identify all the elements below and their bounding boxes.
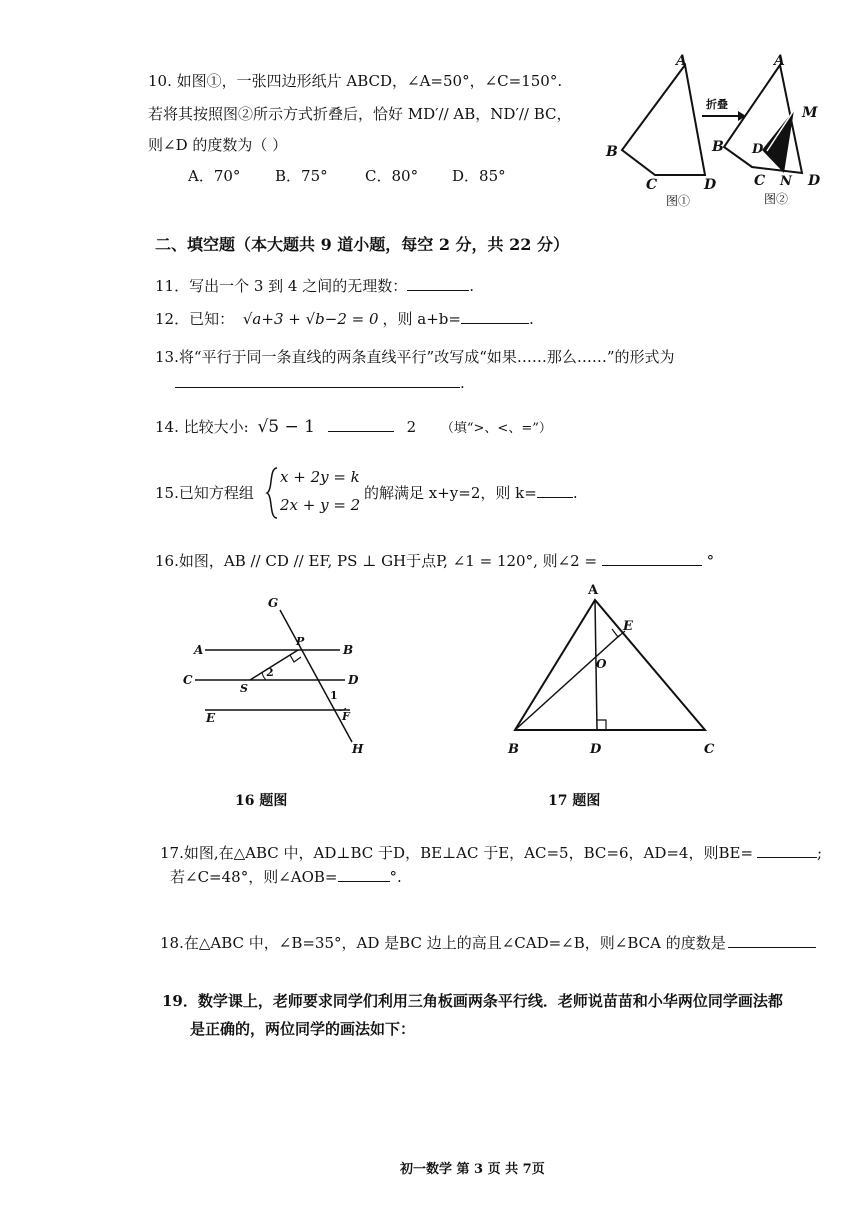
q13-line2: [175, 374, 465, 392]
q13-answer-blank[interactable]: [175, 386, 460, 388]
q12-equation: √a+3 + √b−2 = 0: [242, 310, 379, 328]
q15-brace-icon: [265, 466, 279, 520]
q10-line1: 10. 如图①，一张四边形纸片 ABCD，∠A=50°，∠C=150°.: [148, 72, 563, 90]
q16-answer-blank[interactable]: [602, 564, 702, 566]
q10-option-b: B．75°: [275, 167, 328, 185]
fig2-label-d: D: [808, 173, 821, 189]
q15-end: .: [572, 484, 578, 502]
fig16-angle-1: 1: [330, 689, 338, 702]
fig1-label-d: D: [704, 177, 717, 193]
fig17-label-e: E: [623, 619, 633, 634]
q15-eq1: x + 2y = k: [280, 468, 360, 486]
q14-answer-blank[interactable]: [328, 430, 394, 432]
q18: [160, 932, 816, 953]
fig2-label-c: C: [754, 173, 766, 189]
page-footer: 初一数学 第 3 页 共 7页: [400, 1162, 545, 1177]
q10-line2: 若将其按照图②所示方式折叠后，恰好 MD′// AB，ND′// BC，: [148, 105, 572, 123]
q14-prefix: 14. 比较大小:: [155, 418, 249, 436]
q19-line1: 19．数学课上，老师要求同学们利用三角板画两条平行线．老师说苗苗和小华两位同学画法都: [162, 992, 783, 1010]
fig17-caption: 17 题图: [548, 793, 601, 809]
q10-option-d: D．85°: [452, 167, 506, 185]
q15-answer-blank[interactable]: [537, 496, 573, 498]
q17-aob-blank[interactable]: [338, 880, 390, 882]
fold-arrow-label: 折叠: [706, 98, 728, 111]
q18-answer-blank[interactable]: [728, 946, 816, 948]
q11-end: .: [469, 277, 475, 295]
q10-option-c: C．80°: [365, 167, 419, 185]
q12-mid: ，则 a+b=: [382, 310, 461, 328]
fig2-label-d-prime: D: [752, 142, 764, 157]
q14-hint: （填“>、<、=”）: [440, 421, 552, 436]
fig17-label-o: O: [596, 657, 607, 671]
q12-prefix: 12．已知：: [155, 310, 235, 328]
fig1-label-a: A: [676, 53, 687, 69]
fig16-label-f: F: [342, 710, 350, 723]
q19-line2: 是正确的，两位同学的画法如下：: [190, 1020, 416, 1038]
fig16-label-p: P: [296, 635, 305, 648]
q15-prefix: 15.已知方程组: [155, 484, 254, 502]
fig2-label-b: B: [712, 139, 724, 155]
fig17-label-b: B: [508, 742, 519, 757]
fig2-caption: 图②: [764, 192, 789, 206]
fig1-label-b: B: [606, 144, 618, 160]
q15-mid: 的解满足 x+y=2，则 k=: [364, 484, 537, 502]
fig16-label-c: C: [183, 673, 193, 687]
q17-line1-end: ;: [817, 844, 823, 862]
q14-rhs: 2: [406, 418, 417, 436]
fig2-label-m: M: [802, 105, 818, 121]
q12: [155, 308, 534, 329]
fig1-label-c: C: [646, 177, 658, 193]
q17-line1: [160, 842, 822, 863]
figure-17: [500, 580, 730, 770]
q17-line1-text: 17.如图,在△ABC 中，AD⊥BC 于D，BE⊥AC 于E，AC=5，BC=6，AD=4，则BE=: [160, 844, 754, 862]
fig16-label-h: H: [352, 742, 364, 756]
q12-answer-blank[interactable]: [461, 322, 529, 324]
fig16-label-d: D: [348, 673, 359, 687]
q16-end: °: [706, 552, 715, 570]
q13-end: .: [460, 374, 465, 392]
q17-line2-text: 若∠C=48°，则∠AOB=: [170, 868, 338, 886]
q14-expression: √5 − 1: [257, 417, 315, 437]
fig2-label-a: A: [774, 53, 785, 69]
figure-16: [180, 590, 380, 765]
q17-be-blank[interactable]: [757, 856, 817, 858]
q12-end: .: [528, 310, 534, 328]
fig16-angle-2: 2: [266, 666, 274, 679]
q10-figure-2: [712, 55, 832, 215]
q15-eq2: 2x + y = 2: [280, 496, 361, 514]
q11-answer-blank[interactable]: [407, 289, 469, 291]
q17-line2: [170, 866, 402, 887]
q10-option-a: A．70°: [188, 167, 241, 185]
q16: [155, 550, 714, 571]
q11: [155, 275, 474, 296]
q14: [155, 416, 552, 437]
q13-line1: 13.将“平行于同一条直线的两条直线平行”改写成“如果……那么……”的形式为: [155, 348, 675, 366]
section-2-title: 二、填空题（本大题共 9 道小题，每空 2 分，共 22 分）: [155, 235, 569, 254]
fig16-label-s: S: [240, 682, 248, 695]
fig17-label-d: D: [590, 742, 602, 757]
fig1-caption: 图①: [666, 194, 691, 208]
q15-tail: [364, 482, 578, 503]
fig16-label-g: G: [268, 596, 279, 610]
fig16-caption: 16 题图: [235, 793, 288, 809]
q17-line2-end: °.: [389, 868, 402, 886]
q11-text: 11．写出一个 3 到 4 之间的无理数：: [155, 277, 408, 295]
q16-text: 16.如图，AB // CD // EF, PS ⊥ GH于点P, ∠1 = 120°, 则∠2 =: [155, 552, 598, 570]
q18-text: 18.在△ABC 中，∠B=35°，AD 是BC 边上的高且∠CAD=∠B，则∠BCA 的度数是: [160, 934, 726, 952]
q10-line3: 则∠D 的度数为（ ）: [148, 136, 288, 154]
fig16-label-b: B: [343, 643, 354, 657]
fig17-label-c: C: [704, 742, 715, 757]
fig16-label-a: A: [194, 643, 204, 657]
fig17-label-a: A: [588, 583, 599, 598]
fig16-label-e: E: [206, 711, 216, 725]
fig2-label-n: N: [780, 174, 792, 189]
